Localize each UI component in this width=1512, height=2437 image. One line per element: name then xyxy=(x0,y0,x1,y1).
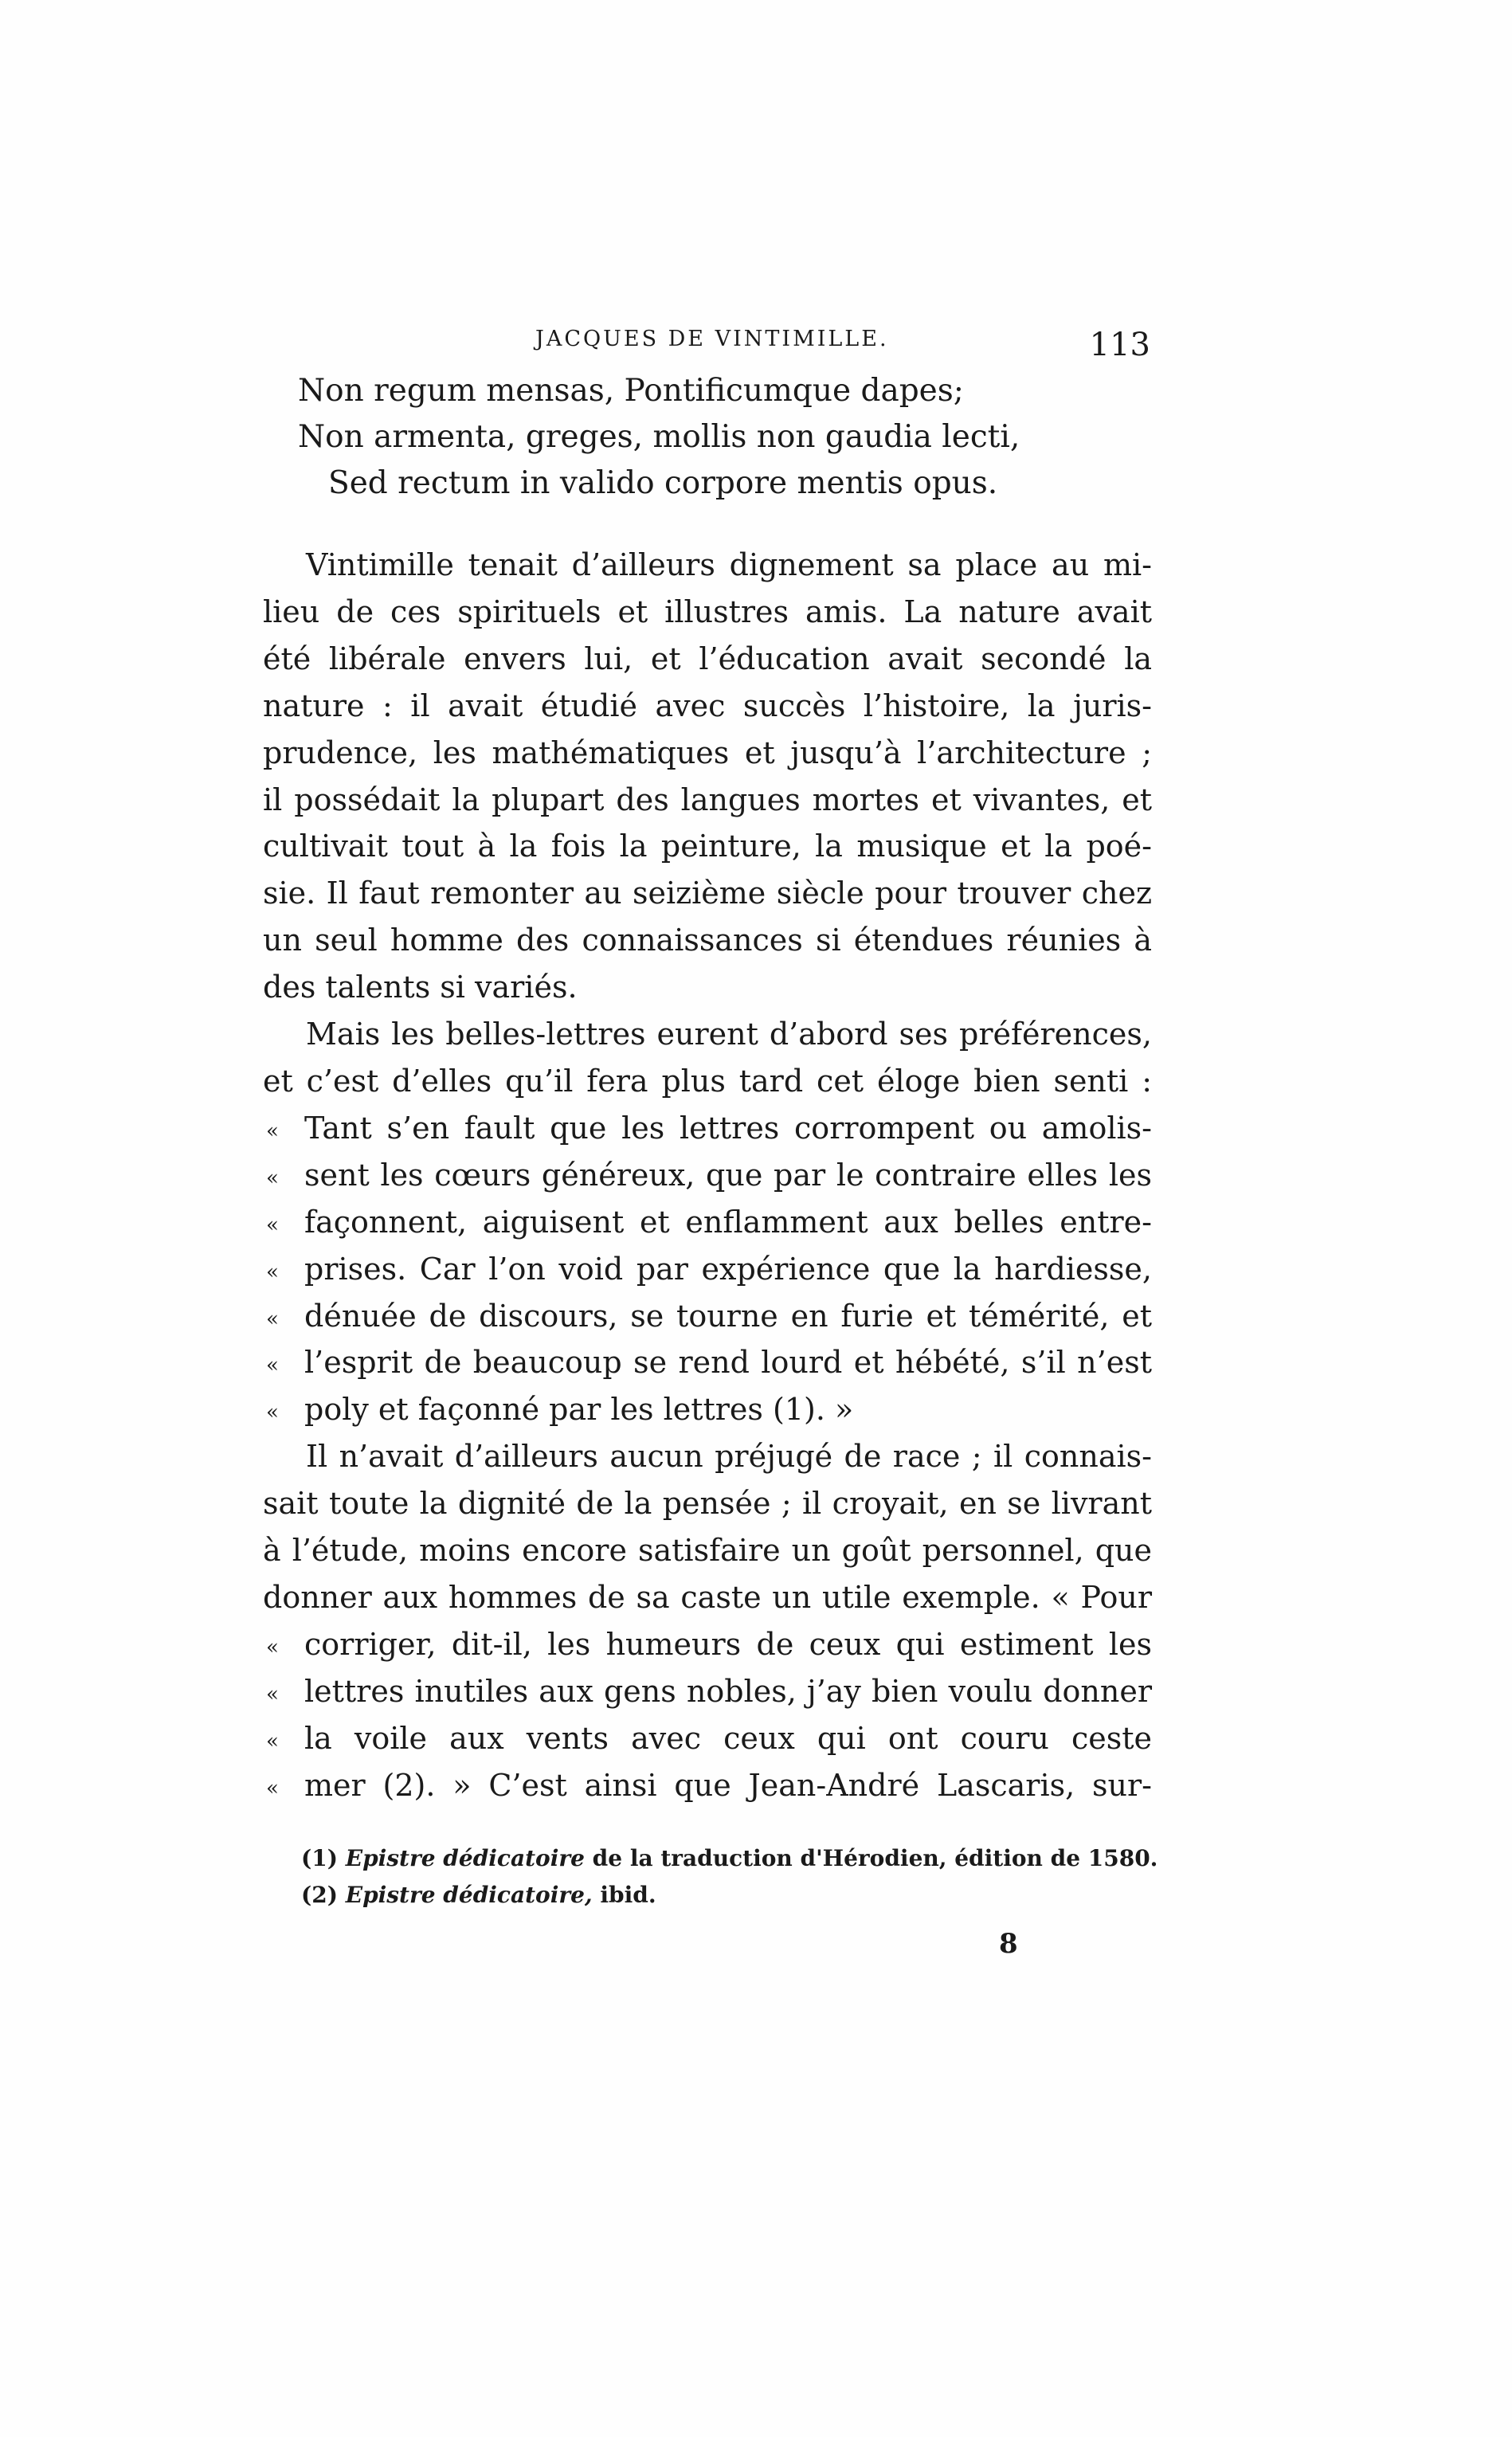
text-line: un seul homme des connaissances si étendues réunies à xyxy=(263,923,1152,958)
footnote-title: Epistre dédicatoire xyxy=(345,1845,585,1871)
body-text xyxy=(263,542,1152,1808)
quote-line: « Tant s’en fault que les lettres corrompent ou amolis- xyxy=(263,1105,1152,1152)
page-header xyxy=(268,327,1150,366)
footnote-text: de la traduction d'Hérodien, édition de 1580. xyxy=(592,1845,1158,1871)
text-line: il possédait la plupart des langues mortes et vivantes, et xyxy=(263,782,1152,817)
text-line: été libérale envers lui, et l’éducation avait secondé la xyxy=(263,641,1152,676)
quote-line: « dénuée de discours, se tourne en furie et témérité, et xyxy=(263,1293,1152,1340)
text-line: prudence, les mathématiques et jusqu’à l’architecture ; xyxy=(263,735,1152,770)
text-line: cultivait tout à la fois la peinture, la musique et la poé- xyxy=(263,829,1152,864)
text-line: donner aux hommes de sa caste un utile exemple. « Pour xyxy=(263,1579,1152,1615)
text-line: et c’est d’elles qu’il fera plus tard cet éloge bien senti : xyxy=(263,1063,1152,1099)
quote-line: « corriger, dit-il, les humeurs de ceux qui estiment les xyxy=(263,1621,1152,1668)
quote-line: « prises. Car l’on void par expérience que la hardiesse, xyxy=(263,1246,1152,1293)
footnote-text: ibid. xyxy=(600,1882,656,1908)
page-number: 113 xyxy=(1089,327,1150,363)
quote-line: « l’esprit de beaucoup se rend lourd et hébété, s’il n’est xyxy=(263,1339,1152,1386)
text-line: Vintimille tenait d’ailleurs dignement sa place au mi- xyxy=(306,547,1152,582)
footnote-title: Epistre dédicatoire, xyxy=(345,1882,593,1908)
text-line: sait toute la dignité de la pensée ; il croyait, en se livrant xyxy=(263,1486,1152,1522)
text-line: lieu de ces spirituels et illustres amis. La nature avait xyxy=(263,594,1152,629)
quote-line: « poly et façonné par les lettres (1). » xyxy=(263,1386,1152,1433)
latin-verse xyxy=(298,368,1031,507)
quote-line: « lettres inutiles aux gens nobles, j’ay bien voulu donner xyxy=(263,1668,1152,1715)
footnotes xyxy=(301,1840,1158,1914)
quote-line: « sent les cœurs généreux, que par le contraire elles les xyxy=(263,1152,1152,1199)
footnote-marker: (1) xyxy=(301,1845,338,1871)
quote-line: « la voile aux vents avec ceux qui ont couru ceste xyxy=(263,1715,1152,1762)
signature-mark: 8 xyxy=(999,1928,1018,1960)
running-title: JACQUES DE VINTIMILLE. xyxy=(535,327,889,351)
verse-line: Non armenta, greges, mollis non gaudia lecti, xyxy=(298,419,1020,455)
footnote xyxy=(301,1877,1154,1914)
verse-line: Sed rectum in valido corpore mentis opus. xyxy=(328,465,998,501)
quote-line: « façonnent, aiguisent et enflamment aux belles entre- xyxy=(263,1199,1152,1246)
text-line: des talents si variés. xyxy=(263,970,578,1005)
text-line: nature : il avait étudié avec succès l’histoire, la juris- xyxy=(263,688,1152,723)
text-line: Il n’avait d’ailleurs aucun préjugé de race ; il connais- xyxy=(306,1439,1152,1475)
quote-line: « mer (2). » C’est ainsi que Jean-André Lascaris, sur- xyxy=(263,1762,1152,1809)
footnote-marker: (2) xyxy=(301,1882,338,1908)
text-line: sie. Il faut remonter au seizième siècle pour trouver chez xyxy=(263,876,1152,911)
text-line: Mais les belles-lettres eurent d’abord ses préférences, xyxy=(306,1017,1152,1052)
verse-line: Non regum mensas, Pontificumque dapes; xyxy=(298,373,964,409)
text-line: à l’étude, moins encore satisfaire un goût personnel, que xyxy=(263,1533,1152,1569)
footnote xyxy=(301,1840,1158,1877)
